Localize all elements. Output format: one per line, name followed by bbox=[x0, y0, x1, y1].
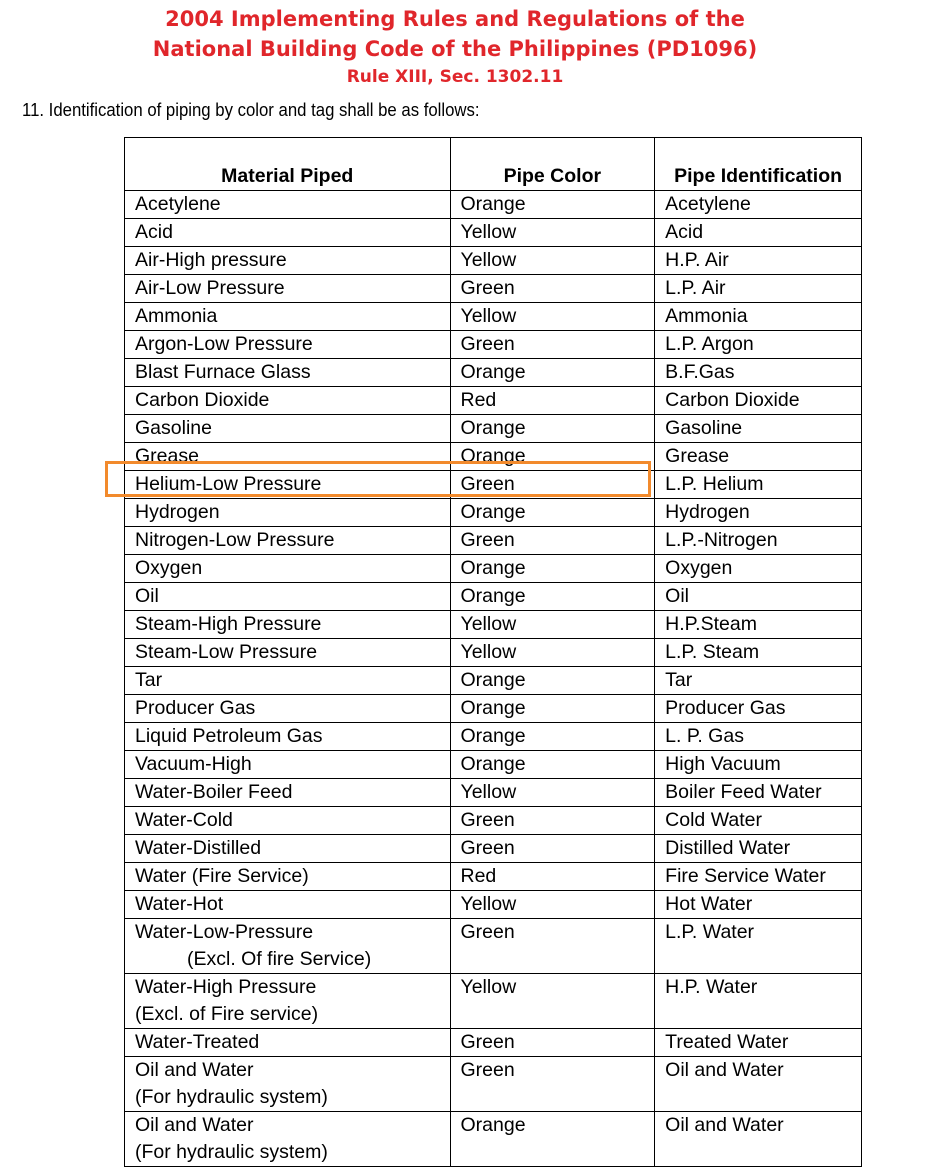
table-row bbox=[125, 835, 862, 863]
material-label: Water (Fire Service) bbox=[135, 865, 309, 887]
pipe-color-cell: Yellow bbox=[450, 891, 655, 919]
pipe-color-cell: Yellow bbox=[450, 219, 655, 247]
table-row bbox=[125, 219, 862, 247]
pipe-color-cell: Green bbox=[450, 919, 655, 974]
material-label: Nitrogen-Low Pressure bbox=[135, 529, 335, 551]
table-row bbox=[125, 191, 862, 219]
material-cell bbox=[125, 247, 451, 275]
header-material-piped: Material Piped bbox=[125, 138, 451, 191]
pipe-color-cell: Green bbox=[450, 471, 655, 499]
pipe-identification-cell: Hot Water bbox=[655, 891, 862, 919]
pipe-color-cell: Yellow bbox=[450, 974, 655, 1029]
material-cell bbox=[125, 863, 451, 891]
table-row bbox=[125, 611, 862, 639]
material-cell bbox=[125, 471, 451, 499]
table-row bbox=[125, 667, 862, 695]
material-label: Grease bbox=[135, 445, 199, 467]
pipe-identification-cell: Treated Water bbox=[655, 1029, 862, 1057]
pipe-color-cell: Orange bbox=[450, 191, 655, 219]
pipe-identification-cell: L. P. Gas bbox=[655, 723, 862, 751]
piping-identification-table bbox=[124, 137, 862, 1167]
material-cell bbox=[125, 695, 451, 723]
material-label: Water-Distilled bbox=[135, 837, 262, 859]
table-row bbox=[125, 1057, 862, 1112]
pipe-identification-cell: H.P. Air bbox=[655, 247, 862, 275]
pipe-color-cell: Orange bbox=[450, 443, 655, 471]
material-cell bbox=[125, 723, 451, 751]
material-cell bbox=[125, 891, 451, 919]
material-cell bbox=[125, 555, 451, 583]
pipe-color-cell: Orange bbox=[450, 751, 655, 779]
material-cell bbox=[125, 919, 451, 974]
material-label: Carbon Dioxide bbox=[135, 389, 270, 411]
intro-text: 11. Identification of piping by color and tag shall be as follows: bbox=[22, 100, 480, 120]
material-cell bbox=[125, 779, 451, 807]
material-cell bbox=[125, 499, 451, 527]
pipe-color-cell: Orange bbox=[450, 723, 655, 751]
pipe-identification-cell: Oil and Water bbox=[655, 1057, 862, 1112]
pipe-identification-cell: Oil and Water bbox=[655, 1112, 862, 1167]
pipe-color-cell: Green bbox=[450, 1057, 655, 1112]
material-cell bbox=[125, 191, 451, 219]
material-label: Liquid Petroleum Gas bbox=[135, 725, 323, 747]
material-cell bbox=[125, 611, 451, 639]
table-row bbox=[125, 779, 862, 807]
document-header bbox=[0, 4, 910, 90]
material-label: Oil and Water bbox=[135, 1059, 254, 1081]
pipe-color-cell: Green bbox=[450, 835, 655, 863]
table-row bbox=[125, 303, 862, 331]
pipe-color-cell: Green bbox=[450, 527, 655, 555]
table-row bbox=[125, 387, 862, 415]
material-cell bbox=[125, 415, 451, 443]
material-cell bbox=[125, 387, 451, 415]
table-row bbox=[125, 807, 862, 835]
pipe-identification-cell: B.F.Gas bbox=[655, 359, 862, 387]
pipe-color-cell: Orange bbox=[450, 555, 655, 583]
table-row bbox=[125, 359, 862, 387]
pipe-color-cell: Green bbox=[450, 275, 655, 303]
material-label: Gasoline bbox=[135, 417, 212, 439]
table-row bbox=[125, 275, 862, 303]
material-label: Tar bbox=[135, 669, 163, 691]
pipe-identification-cell: H.P. Water bbox=[655, 974, 862, 1029]
material-cell bbox=[125, 303, 451, 331]
pipe-identification-cell: Boiler Feed Water bbox=[655, 779, 862, 807]
pipe-identification-cell: High Vacuum bbox=[655, 751, 862, 779]
material-label: Water-Cold bbox=[135, 809, 233, 831]
table-row bbox=[125, 247, 862, 275]
material-label: Water-Boiler Feed bbox=[135, 781, 293, 803]
material-label: Producer Gas bbox=[135, 697, 256, 719]
pipe-identification-cell: Acid bbox=[655, 219, 862, 247]
material-label: Steam-Low Pressure bbox=[135, 641, 318, 663]
material-cell bbox=[125, 667, 451, 695]
material-cell bbox=[125, 527, 451, 555]
document-title-line1: 2004 Implementing Rules and Regulations of the bbox=[165, 7, 745, 31]
material-note: (Excl. Of fire Service) bbox=[187, 948, 372, 970]
pipe-color-cell: Green bbox=[450, 1029, 655, 1057]
material-cell bbox=[125, 219, 451, 247]
pipe-identification-cell: Oxygen bbox=[655, 555, 862, 583]
material-cell bbox=[125, 1057, 451, 1112]
document-title-line2: National Building Code of the Philippines (PD1096) bbox=[152, 37, 758, 61]
table-row bbox=[125, 919, 862, 974]
table-row bbox=[125, 555, 862, 583]
material-label: Ammonia bbox=[135, 305, 218, 327]
pipe-identification-cell: Gasoline bbox=[655, 415, 862, 443]
material-note: (For hydraulic system) bbox=[135, 1086, 328, 1108]
material-label: Water-Low-Pressure bbox=[135, 921, 314, 943]
table-row bbox=[125, 695, 862, 723]
pipe-color-cell: Green bbox=[450, 331, 655, 359]
pipe-color-cell: Orange bbox=[450, 1112, 655, 1167]
pipe-identification-cell: Carbon Dioxide bbox=[655, 387, 862, 415]
pipe-color-cell: Orange bbox=[450, 695, 655, 723]
material-note: (Excl. of Fire service) bbox=[135, 1003, 319, 1025]
table-header-row bbox=[125, 138, 862, 191]
material-cell bbox=[125, 974, 451, 1029]
material-cell bbox=[125, 443, 451, 471]
pipe-identification-cell: Fire Service Water bbox=[655, 863, 862, 891]
pipe-color-cell: Yellow bbox=[450, 779, 655, 807]
material-label: Acetylene bbox=[135, 193, 221, 215]
pipe-identification-cell: L.P. Helium bbox=[655, 471, 862, 499]
material-label: Air-Low Pressure bbox=[135, 277, 285, 299]
pipe-color-cell: Orange bbox=[450, 415, 655, 443]
table-row bbox=[125, 415, 862, 443]
table-row bbox=[125, 331, 862, 359]
pipe-identification-cell: Cold Water bbox=[655, 807, 862, 835]
pipe-identification-cell: Distilled Water bbox=[655, 835, 862, 863]
table-row bbox=[125, 974, 862, 1029]
pipe-identification-cell: Ammonia bbox=[655, 303, 862, 331]
pipe-identification-cell: L.P. Water bbox=[655, 919, 862, 974]
material-label: Oil bbox=[135, 585, 159, 607]
pipe-color-cell: Yellow bbox=[450, 303, 655, 331]
pipe-color-cell: Green bbox=[450, 807, 655, 835]
header-pipe-color: Pipe Color bbox=[450, 138, 655, 191]
material-label: Hydrogen bbox=[135, 501, 220, 523]
material-label: Acid bbox=[135, 221, 173, 243]
material-label: Oil and Water bbox=[135, 1114, 254, 1136]
pipe-identification-cell: Producer Gas bbox=[655, 695, 862, 723]
pipe-identification-cell: Hydrogen bbox=[655, 499, 862, 527]
pipe-color-cell: Orange bbox=[450, 583, 655, 611]
pipe-identification-cell: Tar bbox=[655, 667, 862, 695]
material-cell bbox=[125, 639, 451, 667]
material-label: Helium-Low Pressure bbox=[135, 473, 322, 495]
pipe-identification-cell: L.P. Argon bbox=[655, 331, 862, 359]
table-row bbox=[125, 751, 862, 779]
table-body bbox=[125, 191, 862, 1167]
table-row bbox=[125, 1029, 862, 1057]
pipe-color-cell: Orange bbox=[450, 667, 655, 695]
table-row bbox=[125, 471, 862, 499]
material-cell bbox=[125, 275, 451, 303]
pipe-identification-cell: L.P. Air bbox=[655, 275, 862, 303]
material-cell bbox=[125, 1112, 451, 1167]
pipe-identification-cell: L.P. Steam bbox=[655, 639, 862, 667]
material-cell bbox=[125, 751, 451, 779]
rule-reference: Rule XIII, Sec. 1302.11 bbox=[346, 67, 564, 87]
table-row bbox=[125, 1112, 862, 1167]
table-row bbox=[125, 499, 862, 527]
pipe-identification-cell: Acetylene bbox=[655, 191, 862, 219]
table-row bbox=[125, 443, 862, 471]
pipe-color-cell: Red bbox=[450, 387, 655, 415]
material-label: Water-Hot bbox=[135, 893, 224, 915]
material-cell bbox=[125, 835, 451, 863]
table-row bbox=[125, 863, 862, 891]
material-cell bbox=[125, 359, 451, 387]
table-row bbox=[125, 639, 862, 667]
material-note: (For hydraulic system) bbox=[135, 1141, 328, 1163]
table-row bbox=[125, 891, 862, 919]
material-label: Argon-Low Pressure bbox=[135, 333, 313, 355]
pipe-color-cell: Yellow bbox=[450, 611, 655, 639]
material-cell bbox=[125, 583, 451, 611]
material-label: Vacuum-High bbox=[135, 753, 252, 775]
pipe-identification-cell: H.P.Steam bbox=[655, 611, 862, 639]
pipe-identification-cell: L.P.-Nitrogen bbox=[655, 527, 862, 555]
material-label: Steam-High Pressure bbox=[135, 613, 322, 635]
material-label: Water-Treated bbox=[135, 1031, 260, 1053]
material-label: Oxygen bbox=[135, 557, 203, 579]
pipe-color-cell: Yellow bbox=[450, 639, 655, 667]
material-label: Water-High Pressure bbox=[135, 976, 317, 998]
table-row bbox=[125, 527, 862, 555]
material-cell bbox=[125, 1029, 451, 1057]
pipe-color-cell: Orange bbox=[450, 359, 655, 387]
pipe-identification-cell: Grease bbox=[655, 443, 862, 471]
pipe-color-cell: Yellow bbox=[450, 247, 655, 275]
material-cell bbox=[125, 331, 451, 359]
table-row bbox=[125, 723, 862, 751]
header-pipe-identification: Pipe Identification bbox=[655, 138, 862, 191]
material-label: Blast Furnace Glass bbox=[135, 361, 311, 383]
material-label: Air-High pressure bbox=[135, 249, 287, 271]
pipe-color-cell: Red bbox=[450, 863, 655, 891]
material-cell bbox=[125, 807, 451, 835]
pipe-identification-cell: Oil bbox=[655, 583, 862, 611]
pipe-color-cell: Orange bbox=[450, 499, 655, 527]
table-row bbox=[125, 583, 862, 611]
